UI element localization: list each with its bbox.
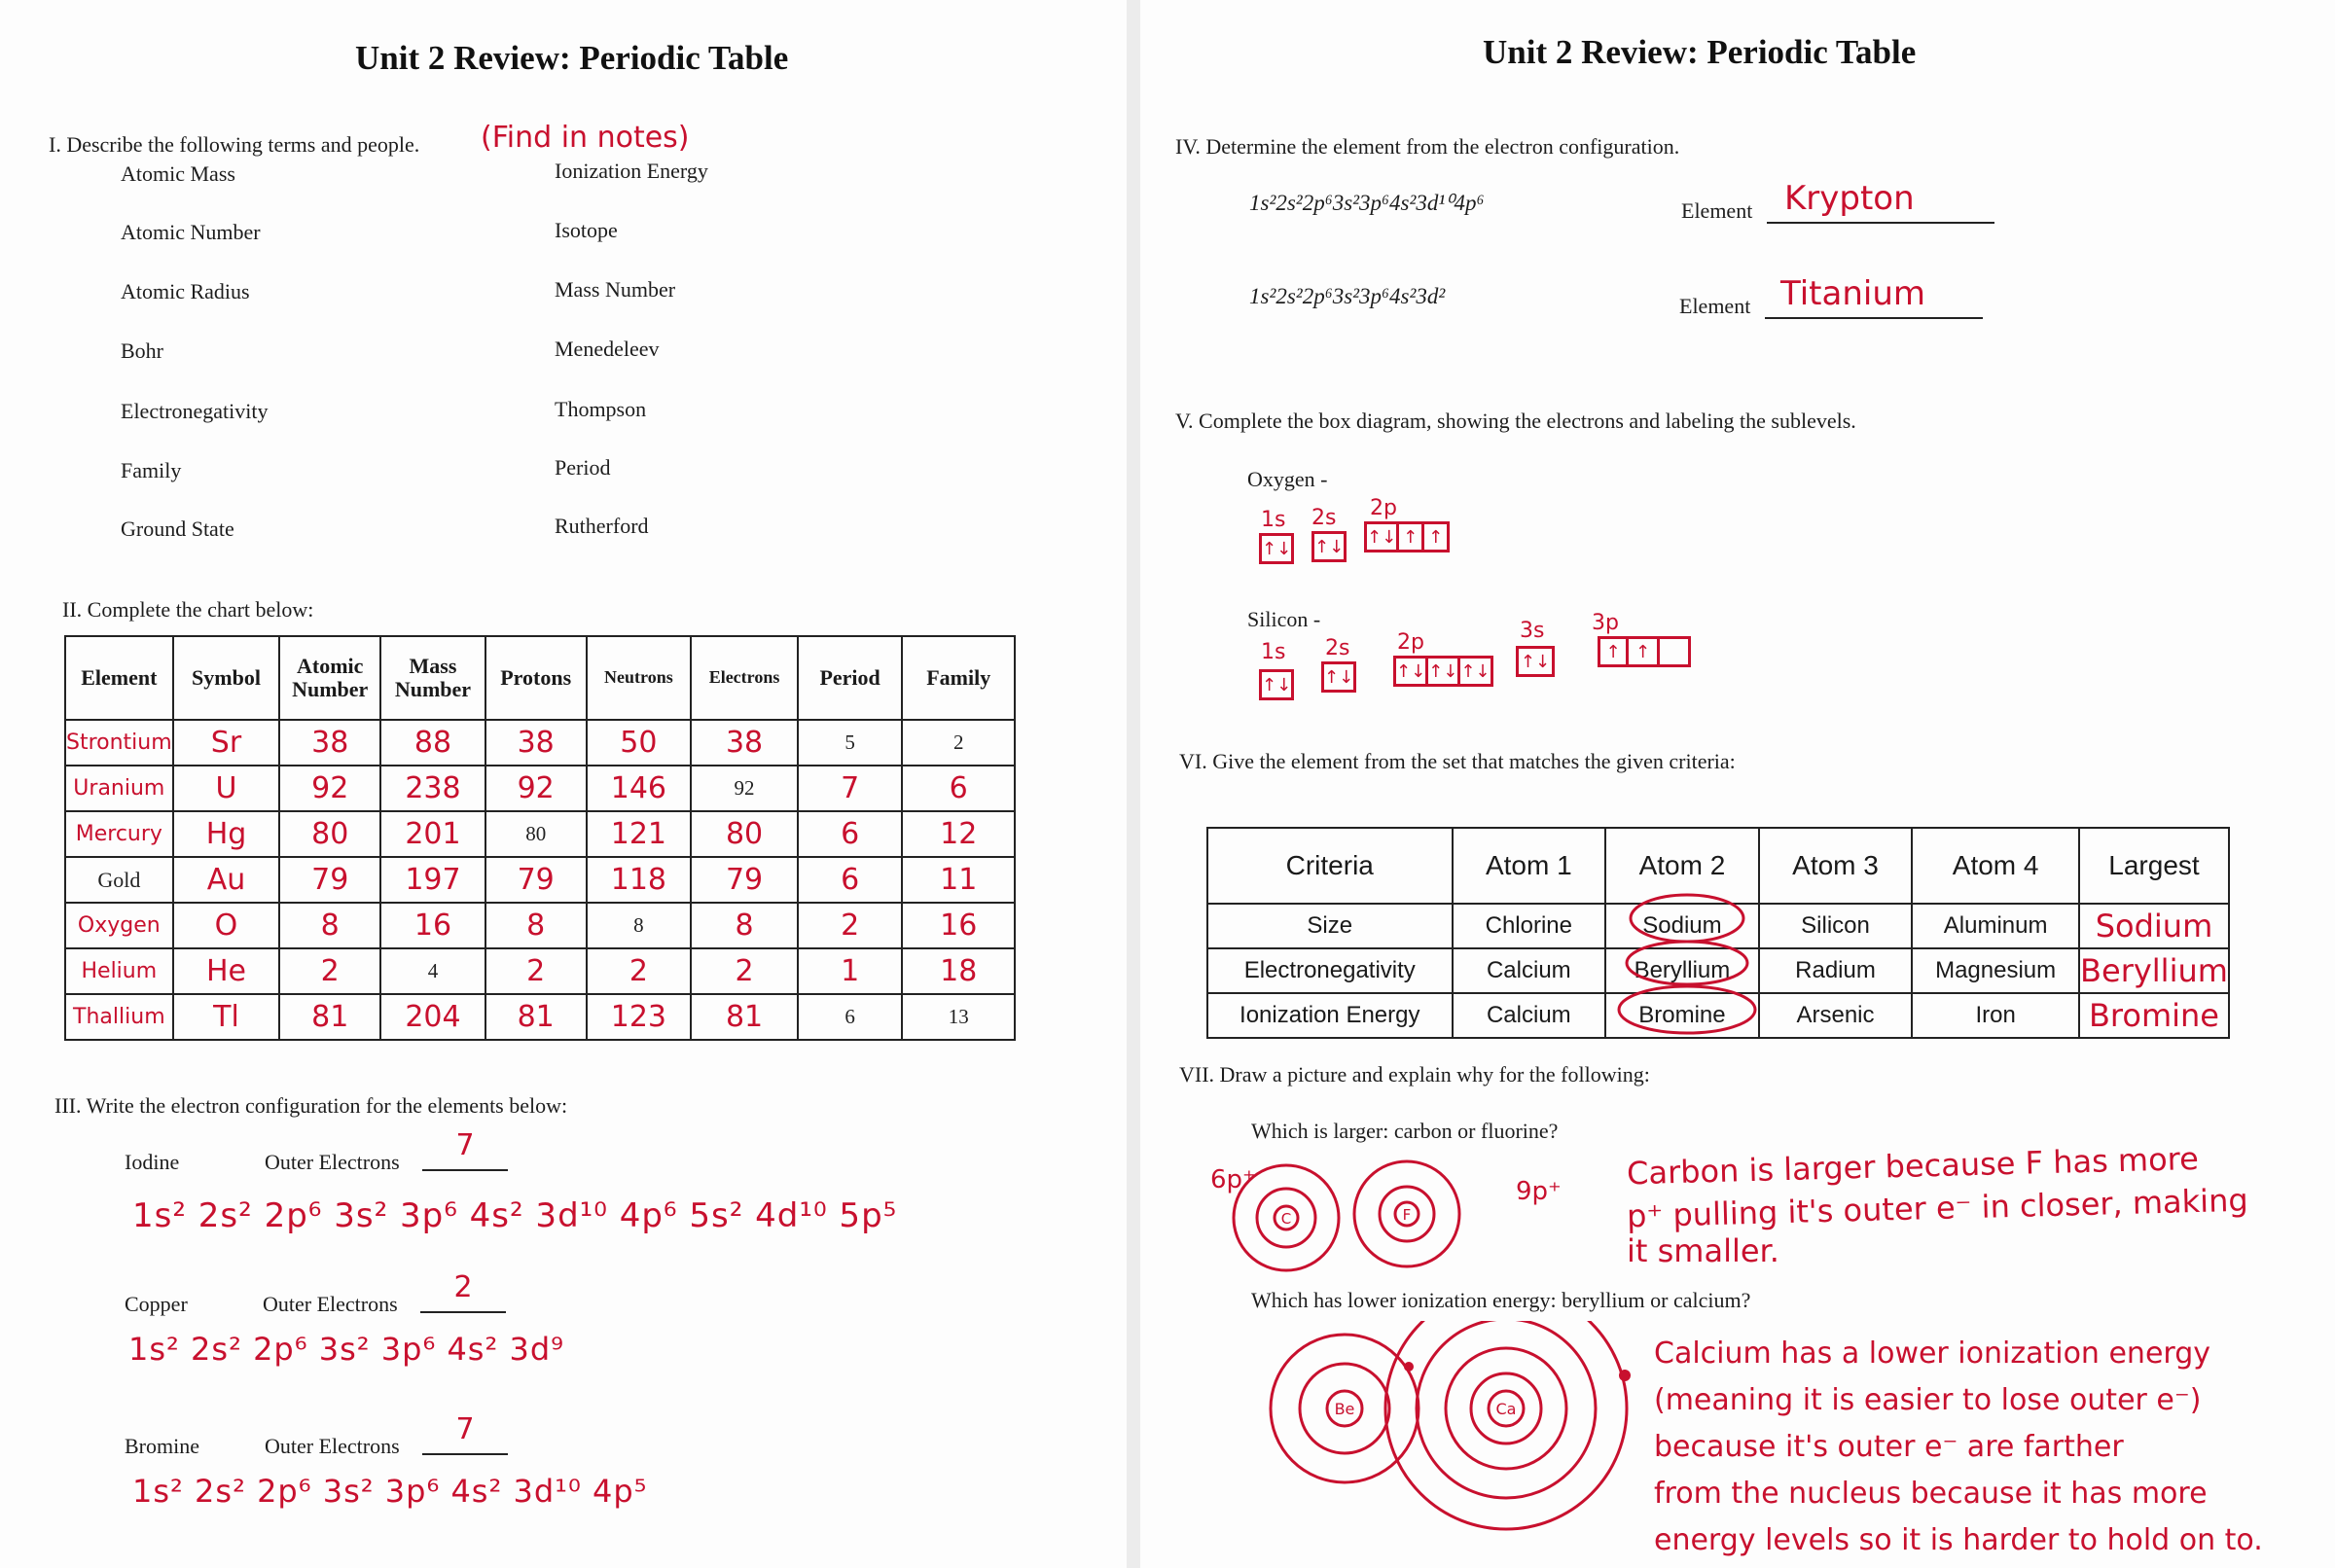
criteria-header: Atom 2 <box>1605 828 1759 904</box>
sublevel-label: 1s <box>1261 640 1286 664</box>
chart-cell: 80 <box>279 811 380 857</box>
term-item: Mass Number <box>555 277 676 302</box>
chart-header: Mass Number <box>380 636 485 720</box>
outer-electrons-label: Outer Electrons <box>265 1434 400 1458</box>
config-element-name: Copper <box>125 1292 188 1316</box>
question-2: Which has lower ionization energy: beryllium or calcium? <box>1251 1288 1751 1312</box>
chart-header: Symbol <box>173 636 280 720</box>
outer-electrons-value: 7 <box>455 1128 475 1162</box>
chart-cell: 8 <box>691 903 798 948</box>
term-item: Ionization Energy <box>555 159 708 183</box>
criteria-header: Largest <box>2079 828 2229 904</box>
chart-cell: Sr <box>173 720 280 766</box>
chart-cell: 13 <box>902 994 1015 1040</box>
criteria-cell: Beryllium <box>2079 948 2229 993</box>
chart-header: Neutrons <box>587 636 692 720</box>
criteria-header: Atom 4 <box>1912 828 2079 904</box>
chart-cell: 6 <box>798 857 903 903</box>
chart-cell: 4 <box>380 948 485 994</box>
chart-cell: Oxygen <box>65 903 173 948</box>
orbital-box: ↑↓ <box>1516 646 1555 677</box>
chart-cell: 79 <box>691 857 798 903</box>
fluorine-symbol: F <box>1402 1206 1412 1224</box>
chart-cell: 7 <box>798 766 903 811</box>
orbital-box: ↑↓ <box>1393 656 1428 687</box>
config-answer: 1s² 2s² 2p⁶ 3s² 3p⁶ 4s² 3d¹⁰ 4p⁶ 5s² 4d¹⁰ 5p⁵ <box>132 1196 898 1235</box>
chart-cell: 38 <box>485 720 587 766</box>
chart-cell: 1 <box>798 948 903 994</box>
answer-1 <box>1626 1139 2249 1272</box>
criteria-cell: Silicon <box>1759 904 1913 948</box>
selection-circles <box>1607 889 1782 1045</box>
orbital-box <box>1660 636 1691 667</box>
chart-cell: 80 <box>485 811 587 857</box>
orbital-box-group <box>1311 531 1347 562</box>
answer-1-line: it smaller. <box>1627 1232 1779 1269</box>
chart-header: Atomic Number <box>279 636 380 720</box>
criteria-cell: Sodium <box>2079 904 2229 948</box>
term-item: Atomic Radius <box>121 279 250 303</box>
chart-cell: 8 <box>279 903 380 948</box>
outer-electrons-blank <box>420 1270 506 1313</box>
chart-cell: 92 <box>279 766 380 811</box>
chart-table <box>64 635 1016 1041</box>
chart-cell: 81 <box>691 994 798 1040</box>
chart-row <box>65 994 1015 1040</box>
answer-2 <box>1654 1331 2263 1564</box>
chart-cell: 6 <box>902 766 1015 811</box>
chart-cell: 2 <box>691 948 798 994</box>
oxygen-label: Oxygen - <box>1247 467 1328 491</box>
chart-cell: 81 <box>485 994 587 1040</box>
orbital-box: ↑↓ <box>1460 656 1492 687</box>
element-answer: Krypton <box>1784 179 1915 218</box>
section1-hand-note: (Find in notes) <box>481 121 690 155</box>
config-element-name: Iodine <box>125 1150 180 1174</box>
chart-row <box>65 948 1015 994</box>
given-config: 1s²2s²2p⁶3s²3p⁶4s²3d¹⁰4p⁶ <box>1249 191 1485 215</box>
term-item: Ground State <box>121 517 234 541</box>
chart-header: Protons <box>485 636 587 720</box>
orbital-box-group <box>1364 521 1450 552</box>
term-item: Isotope <box>555 218 618 242</box>
criteria-cell: Chlorine <box>1453 904 1606 948</box>
term-item: Bohr <box>121 339 163 363</box>
chart-cell: 79 <box>279 857 380 903</box>
chart-body <box>65 720 1015 1040</box>
chart-header: Element <box>65 636 173 720</box>
chart-cell: Mercury <box>65 811 173 857</box>
orbital-box: ↑ <box>1629 636 1660 667</box>
chart-cell: 79 <box>485 857 587 903</box>
answer-2-line: from the nucleus because it has more <box>1654 1477 2208 1511</box>
chart-cell: 204 <box>380 994 485 1040</box>
element-answer-blank <box>1767 179 1994 224</box>
chart-cell: 2 <box>587 948 692 994</box>
chart-cell: 197 <box>380 857 485 903</box>
orbital-box: ↑↓ <box>1321 661 1356 693</box>
element-answer-blank <box>1765 274 1983 319</box>
chart-cell: 5 <box>798 720 903 766</box>
term-item: Family <box>121 458 182 482</box>
criteria-cell: Calcium <box>1453 948 1606 993</box>
chart-cell: 18 <box>902 948 1015 994</box>
chart-cell: 2 <box>485 948 587 994</box>
chart-cell: 8 <box>485 903 587 948</box>
given-config: 1s²2s²2p⁶3s²3p⁶4s²3d² <box>1249 284 1446 308</box>
orbital-box-group <box>1259 669 1294 700</box>
orbital-box-group <box>1393 656 1493 687</box>
chart-cell: 2 <box>902 720 1015 766</box>
config-answer: 1s² 2s² 2p⁶ 3s² 3p⁶ 4s² 3d¹⁰ 4p⁵ <box>132 1473 648 1510</box>
criteria-cell: Bromine <box>1605 993 1759 1038</box>
answer-2-line: energy levels so it is harder to hold on to. <box>1654 1523 2263 1557</box>
orbital-box: ↑↓ <box>1259 533 1294 564</box>
page-gutter <box>1127 0 1140 1568</box>
outer-electrons-value: 7 <box>455 1412 475 1446</box>
chart-row <box>65 720 1015 766</box>
chart-row <box>65 766 1015 811</box>
chart-cell: 121 <box>587 811 692 857</box>
criteria-header: Atom 3 <box>1759 828 1913 904</box>
config-answer: 1s² 2s² 2p⁶ 3s² 3p⁶ 4s² 3d⁹ <box>128 1331 564 1368</box>
section6-heading: VI. Give the element from the set that matches the given criteria: <box>1179 749 1736 773</box>
element-answer: Titanium <box>1780 274 1925 313</box>
chart-cell: 88 <box>380 720 485 766</box>
outer-electrons-blank <box>422 1128 508 1171</box>
chart-cell: 38 <box>279 720 380 766</box>
sublevel-label: 1s <box>1261 508 1286 532</box>
circle-sodium <box>1631 895 1743 942</box>
silicon-label: Silicon - <box>1247 607 1321 631</box>
chart-header: Electrons <box>691 636 798 720</box>
section5-heading: V. Complete the box diagram, showing the electrons and labeling the sublevels. <box>1175 409 1856 433</box>
criteria-cell: Electronegativity <box>1207 948 1453 993</box>
chart-cell: O <box>173 903 280 948</box>
chart-cell: 80 <box>691 811 798 857</box>
criteria-cell: Sodium <box>1605 904 1759 948</box>
term-item: Thompson <box>555 397 647 421</box>
criteria-cell: Arsenic <box>1759 993 1913 1038</box>
chart-cell: Gold <box>65 857 173 903</box>
outer-electrons-label: Outer Electrons <box>263 1292 398 1316</box>
chart-cell: 6 <box>798 994 903 1040</box>
orbital-box-group <box>1259 533 1294 564</box>
orbital-box-group <box>1516 646 1555 677</box>
chart-cell: 2 <box>279 948 380 994</box>
chart-cell: Tl <box>173 994 280 1040</box>
criteria-header: Criteria <box>1207 828 1453 904</box>
chart-cell: 201 <box>380 811 485 857</box>
outer-electrons-value: 2 <box>453 1270 473 1304</box>
criteria-cell: Calcium <box>1453 993 1606 1038</box>
chart-cell: 2 <box>798 903 903 948</box>
chart-cell: Helium <box>65 948 173 994</box>
chart-cell: 92 <box>691 766 798 811</box>
sublevel-label: 2s <box>1325 636 1350 660</box>
chart-cell: Au <box>173 857 280 903</box>
answer-2-line: Calcium has a lower ionization energy <box>1654 1336 2211 1371</box>
carbon-symbol: C <box>1280 1210 1292 1228</box>
chart-cell: Strontium <box>65 720 173 766</box>
section2-heading: II. Complete the chart below: <box>62 597 314 622</box>
chart-row <box>65 811 1015 857</box>
chart-cell: 38 <box>691 720 798 766</box>
ca-electron-dot <box>1619 1370 1631 1381</box>
left-title: Unit 2 Review: Periodic Table <box>355 39 789 77</box>
chart-row <box>65 857 1015 903</box>
sublevel-label: 3p <box>1592 611 1619 635</box>
orbital-box: ↑ <box>1598 636 1629 667</box>
chart-cell: 16 <box>380 903 485 948</box>
criteria-cell: Beryllium <box>1605 948 1759 993</box>
chart-cell: 12 <box>902 811 1015 857</box>
orbital-box: ↑ <box>1399 521 1424 552</box>
term-item: Rutherford <box>555 514 649 538</box>
left-page <box>0 0 1127 1568</box>
outer-electrons-blank <box>422 1412 508 1455</box>
criteria-cell: Radium <box>1759 948 1913 993</box>
orbital-box: ↑↓ <box>1428 656 1460 687</box>
chart-cell: He <box>173 948 280 994</box>
chart-cell: 81 <box>279 994 380 1040</box>
sublevel-label: 2s <box>1311 506 1337 530</box>
chart-cell: 50 <box>587 720 692 766</box>
chart-cell: 238 <box>380 766 485 811</box>
sublevel-label: 2p <box>1370 496 1397 520</box>
circle-bromine <box>1619 986 1755 1033</box>
orbital-box: ↑↓ <box>1259 669 1294 700</box>
term-item: Menedeleev <box>555 337 660 361</box>
chart-cell: U <box>173 766 280 811</box>
answer-2-line: (meaning it is easier to lose outer e⁻) <box>1654 1383 2202 1417</box>
be-symbol: Be <box>1334 1400 1355 1418</box>
term-item: Atomic Mass <box>121 161 235 186</box>
sublevel-label: 2p <box>1397 630 1424 655</box>
term-item: Atomic Number <box>121 220 261 244</box>
section4-heading: IV. Determine the element from the electron configuration. <box>1175 134 1680 159</box>
criteria-cell: Aluminum <box>1912 904 2079 948</box>
term-item: Electronegativity <box>121 399 269 423</box>
answer-2-line: because it's outer e⁻ are farther <box>1654 1430 2124 1464</box>
term-item: Period <box>555 455 611 480</box>
fluorine-protons: 9p⁺ <box>1516 1177 1562 1206</box>
answer-1-line: p⁺ pulling it's outer e⁻ in closer, making <box>1626 1181 2249 1235</box>
chart-cell: Uranium <box>65 766 173 811</box>
chart-header: Period <box>798 636 903 720</box>
section1-heading: I. Describe the following terms and people. <box>49 132 420 157</box>
section7-heading: VII. Draw a picture and explain why for the following: <box>1179 1062 1650 1087</box>
ca-symbol: Ca <box>1495 1400 1517 1418</box>
criteria-cell: Iron <box>1912 993 2079 1038</box>
right-page <box>1140 0 2335 1568</box>
criteria-cell: Ionization Energy <box>1207 993 1453 1038</box>
question-1: Which is larger: carbon or fluorine? <box>1251 1119 1559 1143</box>
orbital-box-group <box>1598 636 1691 667</box>
chart-cell: 8 <box>587 903 692 948</box>
chart-cell: 146 <box>587 766 692 811</box>
answer-1-line: Carbon is larger because F has more <box>1626 1139 2200 1193</box>
chart-cell: 118 <box>587 857 692 903</box>
element-label: Element <box>1679 294 1751 318</box>
be-electron-dot <box>1404 1362 1414 1372</box>
chart-cell: 16 <box>902 903 1015 948</box>
orbital-box: ↑↓ <box>1311 531 1347 562</box>
outer-electrons-label: Outer Electrons <box>265 1150 400 1174</box>
right-title: Unit 2 Review: Periodic Table <box>1483 33 1917 71</box>
orbital-box: ↑ <box>1424 521 1450 552</box>
orbital-box-group <box>1321 661 1356 693</box>
sublevel-label: 3s <box>1520 619 1545 643</box>
chart-cell: 92 <box>485 766 587 811</box>
section3-heading: III. Write the electron configuration for the elements below: <box>54 1093 568 1118</box>
orbital-box: ↑↓ <box>1364 521 1399 552</box>
beryllium-calcium-drawing <box>1238 1321 1646 1564</box>
element-label: Element <box>1681 198 1753 223</box>
criteria-cell: Magnesium <box>1912 948 2079 993</box>
chart-header: Family <box>902 636 1015 720</box>
criteria-cell: Bromine <box>2079 993 2229 1038</box>
chart-cell: Hg <box>173 811 280 857</box>
chart-cell: 123 <box>587 994 692 1040</box>
config-element-name: Bromine <box>125 1434 199 1458</box>
chart-cell: Thallium <box>65 994 173 1040</box>
carbon-protons: 6p⁺ <box>1210 1165 1256 1194</box>
criteria-header: Atom 1 <box>1453 828 1606 904</box>
chart-cell: 11 <box>902 857 1015 903</box>
chart-cell: 6 <box>798 811 903 857</box>
chart-row <box>65 903 1015 948</box>
criteria-cell: Size <box>1207 904 1453 948</box>
circle-beryllium <box>1627 942 1747 984</box>
